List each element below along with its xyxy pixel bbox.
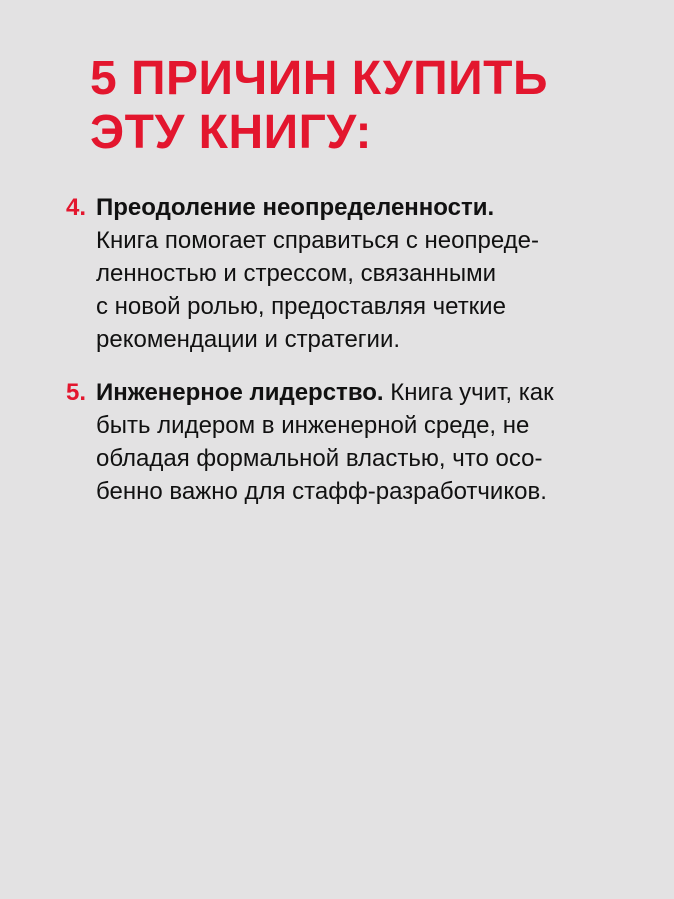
reason-text-line: Книга помогает справиться с неопреде- (96, 227, 539, 254)
reason-text-line: быть лидером в инженерной среде, не (96, 412, 530, 439)
title-line-2: ЭТУ КНИГУ: (90, 106, 372, 159)
reason-text-line: рекомендации и стратегии. (96, 326, 401, 353)
reason-item-5 (66, 376, 636, 508)
reason-text-line: с новой ролью, предоставляя четкие (96, 293, 506, 320)
page-title (90, 52, 548, 160)
reason-number: 5. (66, 379, 87, 406)
reason-heading: Преодоление неопределенности. (96, 194, 495, 221)
reason-text-line: бенно важно для стафф-разработчиков. (96, 478, 547, 505)
reason-text-inline: Книга учит, как (383, 379, 554, 406)
reason-first-line (96, 376, 636, 409)
reason-number: 4. (66, 194, 87, 221)
reason-heading: Инженерное лидерство. (96, 379, 384, 406)
reason-text-line: ленностью и стрессом, связанными (96, 260, 497, 287)
reason-body (96, 191, 636, 356)
title-line-1: 5 ПРИЧИН КУПИТЬ (90, 52, 548, 105)
reason-item-4 (66, 191, 636, 356)
reason-text-line: обладая формальной властью, что осо- (96, 445, 543, 472)
reason-body (96, 376, 636, 508)
